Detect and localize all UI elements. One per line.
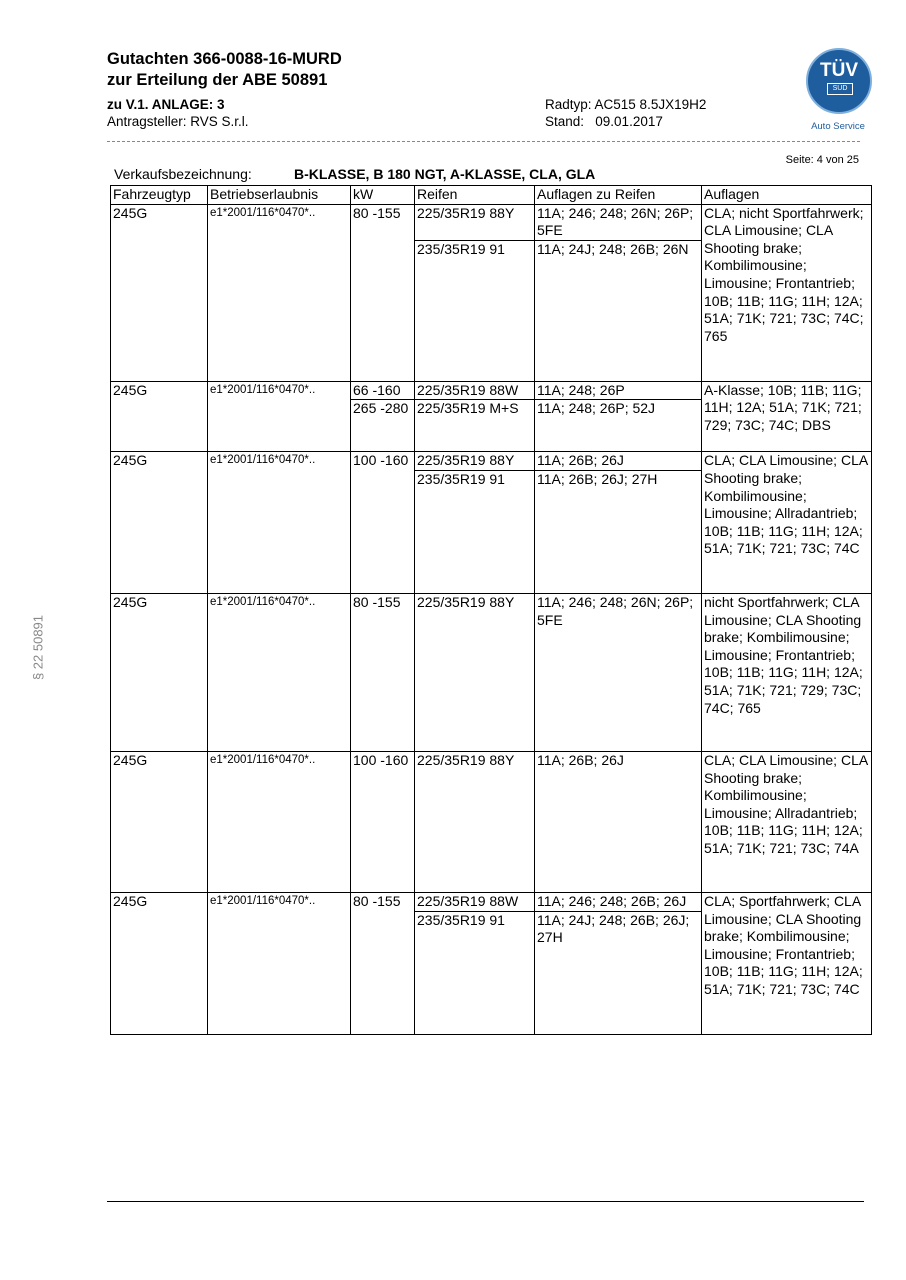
conditions-cell: CLA; Sportfahrwerk; CLA Limousine; CLA Shooting brake; Kombilimousine; Limousine; Frontantrieb; 10B; 11B; 11G; 11H; 12A; 51A; 71K; 721; 73C; 74C bbox=[702, 892, 872, 1034]
tyre-conditions-cell: 11A; 26B; 26J; 27H bbox=[535, 470, 702, 593]
footer-divider bbox=[107, 1201, 864, 1202]
column-header: Fahrzeugtyp bbox=[111, 186, 208, 205]
conditions-cell: CLA; nicht Sportfahrwerk; CLA Limousine; CLA Shooting brake; Kombilimousine; Limousine; Frontantrieb; 10B; 11B; 11G; 11H; 12A; 51A; 71K; 721; 73C; 74C; 765 bbox=[702, 204, 872, 381]
tyre-cell: 225/35R19 88W bbox=[415, 892, 535, 911]
tyre-cell: 225/35R19 88Y bbox=[415, 751, 535, 892]
table-header-row bbox=[111, 186, 872, 205]
tyre-cell: 235/35R19 91 bbox=[415, 470, 535, 593]
kw-cell: 80 -155 bbox=[351, 593, 415, 751]
vehicle-type-cell: 245G bbox=[111, 381, 208, 452]
tyre-cell: 225/35R19 M+S bbox=[415, 400, 535, 452]
tyre-cell: 235/35R19 91 bbox=[415, 240, 535, 381]
tuv-logo-service: Auto Service bbox=[811, 121, 865, 132]
tyre-cell: 225/35R19 88W bbox=[415, 381, 535, 400]
table-row bbox=[111, 452, 872, 471]
tyre-cell: 225/35R19 88Y bbox=[415, 593, 535, 751]
conditions-cell: nicht Sportfahrwerk; CLA Limousine; CLA Shooting brake; Kombilimousine; Limousine; Frontantrieb; 10B; 11B; 11G; 11H; 12A; 51A; 71K; 721; 729; 73C; 74C; 765 bbox=[702, 593, 872, 751]
column-header: kW bbox=[351, 186, 415, 205]
side-note: § 22 50891 bbox=[30, 614, 46, 681]
conditions-cell: A-Klasse; 10B; 11B; 11G; 11H; 12A; 51A; 71K; 721; 729; 73C; 74C; DBS bbox=[702, 381, 872, 452]
date-label: Stand: 09.01.2017 bbox=[545, 114, 663, 129]
tyre-conditions-cell: 11A; 246; 248; 26B; 26J bbox=[535, 892, 702, 911]
column-header: Auflagen zu Reifen bbox=[535, 186, 702, 205]
table-row bbox=[111, 892, 872, 911]
table-row bbox=[111, 593, 872, 751]
kw-cell: 80 -155 bbox=[351, 204, 415, 381]
vehicle-type-cell: 245G bbox=[111, 204, 208, 381]
conditions-cell: CLA; CLA Limousine; CLA Shooting brake; Kombilimousine; Limousine; Allradantrieb; 10B; 11B; 11G; 11H; 12A; 51A; 71K; 721; 73C; 74C bbox=[702, 452, 872, 594]
table-row bbox=[111, 751, 872, 892]
tyre-conditions-cell: 11A; 248; 26P bbox=[535, 381, 702, 400]
tyre-cell: 235/35R19 91 bbox=[415, 911, 535, 1034]
approval-cell: e1*2001/116*0470*.. bbox=[208, 892, 351, 1034]
conditions-cell: CLA; CLA Limousine; CLA Shooting brake; Kombilimousine; Limousine; Allradantrieb; 10B; 11B; 11G; 11H; 12A; 51A; 71K; 721; 73C; 74A bbox=[702, 751, 872, 892]
approval-cell: e1*2001/116*0470*.. bbox=[208, 452, 351, 594]
table-row bbox=[111, 204, 872, 240]
kw-cell: 80 -155 bbox=[351, 892, 415, 1034]
kw-cell: 265 -280 bbox=[351, 400, 415, 452]
tyre-cell: 225/35R19 88Y bbox=[415, 452, 535, 471]
tuv-logo-sub: SÜD bbox=[827, 83, 853, 95]
applicant-label: Antragsteller: RVS S.r.l. bbox=[107, 114, 249, 129]
tyre-conditions-cell: 11A; 26B; 26J bbox=[535, 452, 702, 471]
document-title: Gutachten 366-0088-16-MURD bbox=[107, 50, 342, 68]
kw-cell: 100 -160 bbox=[351, 751, 415, 892]
column-header: Betriebserlaubnis bbox=[208, 186, 351, 205]
kw-cell: 100 -160 bbox=[351, 452, 415, 594]
column-header: Auflagen bbox=[702, 186, 872, 205]
kw-cell: 66 -160 bbox=[351, 381, 415, 400]
tuv-logo-text: TÜV bbox=[820, 60, 858, 81]
vehicle-type-cell: 245G bbox=[111, 892, 208, 1034]
table-row bbox=[111, 381, 872, 400]
tuv-logo bbox=[806, 48, 872, 134]
approval-cell: e1*2001/116*0470*.. bbox=[208, 751, 351, 892]
tyre-cell: 225/35R19 88Y bbox=[415, 204, 535, 240]
vehicle-type-cell: 245G bbox=[111, 751, 208, 892]
tyre-conditions-cell: 11A; 24J; 248; 26B; 26N bbox=[535, 240, 702, 381]
approval-table bbox=[110, 185, 872, 1035]
sales-designation-value: B-KLASSE, B 180 NGT, A-KLASSE, CLA, GLA bbox=[294, 166, 596, 182]
tyre-conditions-cell: 11A; 246; 248; 26N; 26P; 5FE bbox=[535, 204, 702, 240]
tyre-conditions-cell: 11A; 248; 26P; 52J bbox=[535, 400, 702, 452]
tyre-conditions-cell: 11A; 24J; 248; 26B; 26J; 27H bbox=[535, 911, 702, 1034]
tyre-conditions-cell: 11A; 246; 248; 26N; 26P; 5FE bbox=[535, 593, 702, 751]
document-subtitle: zur Erteilung der ABE 50891 bbox=[107, 71, 328, 89]
header-divider bbox=[107, 141, 860, 142]
vehicle-type-cell: 245G bbox=[111, 452, 208, 594]
approval-cell: e1*2001/116*0470*.. bbox=[208, 381, 351, 452]
wheel-type-label: Radtyp: AC515 8.5JX19H2 bbox=[545, 97, 707, 112]
vehicle-type-cell: 245G bbox=[111, 593, 208, 751]
page-number: Seite: 4 von 25 bbox=[785, 154, 859, 166]
column-header: Reifen bbox=[415, 186, 535, 205]
annex-label: zu V.1. ANLAGE: 3 bbox=[107, 97, 225, 112]
approval-cell: e1*2001/116*0470*.. bbox=[208, 593, 351, 751]
tyre-conditions-cell: 11A; 26B; 26J bbox=[535, 751, 702, 892]
sales-designation-label: Verkaufsbezeichnung: bbox=[114, 166, 252, 182]
approval-cell: e1*2001/116*0470*.. bbox=[208, 204, 351, 381]
